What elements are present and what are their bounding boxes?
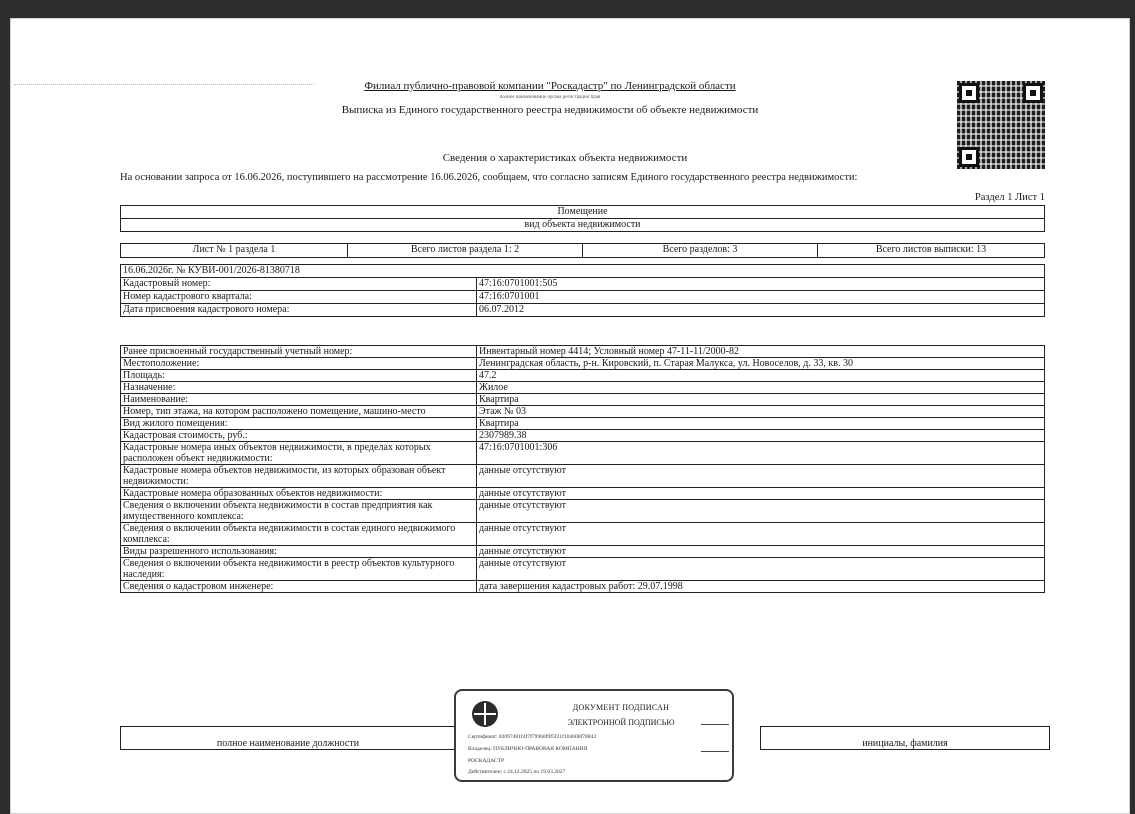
row-label: Сведения о включении объекта недвижимости в состав предприятия как имущественного комплекса: [121,500,477,523]
stamp-owner: Владелец: ПУБЛИЧНО-ПРАВОВАЯ КОМПАНИЯ [468,746,588,752]
table-row [121,394,1045,406]
table-row [121,346,1045,358]
table-row [121,370,1045,382]
sheets-table [120,243,1045,258]
row-value: данные отсутствуют [477,488,1045,500]
object-kind-caption: вид объекта недвижимости [121,219,1045,232]
table-row [121,500,1045,523]
request-basis-text: На основании запроса от 16.06.2026, поступившего на рассмотрение 16.06.2026, сообщаем, что согласно записям Единого государственного реестра недвижимости: [120,172,858,183]
stamp-validity: Действителен: с 24.12.2025 по 19.03.2027 [468,769,566,775]
row-value: 47:16:0701001 [477,291,1045,304]
stamp-divider [701,724,729,725]
table-row [121,523,1045,546]
row-value: 47:16:0701001:306 [477,442,1045,465]
qr-code-icon [957,81,1045,169]
row-label: Кадастровые номера иных объектов недвижимости, в пределах которых расположен объект недвижимости: [121,442,477,465]
table-row [121,406,1045,418]
row-value: данные отсутствуют [477,465,1045,488]
row-label: Кадастровая стоимость, руб.: [121,430,477,442]
table-row [121,558,1045,581]
row-label: Номер кадастрового квартала: [121,291,477,304]
row-value: 47.2 [477,370,1045,382]
stamp-owner-name: РОСКАДАСТР [468,758,505,764]
row-label: Вид жилого помещения: [121,418,477,430]
row-label: Сведения о включении объекта недвижимости в состав единого недвижимого комплекса: [121,523,477,546]
table-row [121,546,1045,558]
name-caption: инициалы, фамилия [761,727,1050,750]
extract-reference: 16.06.2026г. № КУВИ-001/2026-81380718 [121,265,1045,278]
table-row [121,488,1045,500]
stamp-divider [701,751,729,752]
row-value: данные отсутствуют [477,546,1045,558]
table-row [121,304,1045,317]
total-sheets: Всего листов выписки: 13 [818,244,1045,258]
row-value: данные отсутствуют [477,523,1045,546]
row-value: Квартира [477,394,1045,406]
row-label: Наименование: [121,394,477,406]
table-row [121,358,1045,370]
document-title: Выписка из Единого государственного реестра недвижимости об объекте недвижимости [341,104,759,116]
table-row [121,382,1045,394]
roskadastr-logo-icon [472,701,498,727]
section-sheet-label: Раздел 1 Лист 1 [974,192,1045,203]
row-value: дата завершения кадастровых работ: 29.07.1998 [477,581,1045,593]
table-row [121,465,1045,488]
row-value: Жилое [477,382,1045,394]
object-kind: Помещение [121,206,1045,219]
row-label: Местоположение: [121,358,477,370]
sheets-in-section: Всего листов раздела 1: 2 [348,244,583,258]
row-value: Этаж № 03 [477,406,1045,418]
table-row [121,442,1045,465]
row-value: данные отсутствуют [477,558,1045,581]
object-kind-table [120,205,1045,232]
row-label: Кадастровые номера объектов недвижимости, из которых образован объект недвижимости: [121,465,477,488]
row-value: данные отсутствуют [477,500,1045,523]
stamp-certificate: Сертификат: 82097481f4f7f79960f9f5f21f104600f78843 [468,734,597,740]
row-value: 47:16:0701001:505 [477,278,1045,291]
header-dotted-line [14,84,314,91]
table-row [121,430,1045,442]
table-row [121,278,1045,291]
cadastral-table [120,264,1045,317]
stamp-line-2: ЭЛЕКТРОННОЙ ПОДПИСЬЮ [567,718,675,727]
position-caption: полное наименование должности [121,727,456,750]
row-label: Номер, тип этажа, на котором расположено помещение, машино-место [121,406,477,418]
characteristics-table [120,345,1045,593]
row-label: Кадастровые номера образованных объектов недвижимости: [121,488,477,500]
electronic-signature-stamp [454,689,734,782]
row-label: Ранее присвоенный государственный учетный номер: [121,346,477,358]
row-label: Площадь: [121,370,477,382]
table-row [121,581,1045,593]
organization-name: Филиал публично-правовой компании "Роскадастр" по Ленинградской области [364,80,736,92]
table-row [121,291,1045,304]
row-value: 2307989.38 [477,430,1045,442]
row-label: Кадастровый номер: [121,278,477,291]
row-value: Ленинградская область, р-н. Кировский, п. Старая Малукса, ул. Новоселов, д. 33, кв. 30 [477,358,1045,370]
row-value: Инвентарный номер 4414; Условный номер 47-11-11/2000-82 [477,346,1045,358]
row-value: Квартира [477,418,1045,430]
table-row [121,418,1045,430]
row-label: Дата присвоения кадастрового номера: [121,304,477,317]
document-subtitle: Сведения о характеристиках объекта недвижимости [442,152,688,164]
row-label: Сведения о включении объекта недвижимости в реестр объектов культурного наследия: [121,558,477,581]
row-value: 06.07.2012 [477,304,1045,317]
sections-count: Всего разделов: 3 [583,244,818,258]
row-label: Виды разрешенного использования: [121,546,477,558]
organization-caption: полное наименование органа регистрации прав [499,95,601,100]
row-label: Сведения о кадастровом инженере: [121,581,477,593]
row-label: Назначение: [121,382,477,394]
stamp-line-1: ДОКУМЕНТ ПОДПИСАН [572,703,670,712]
sheet-number: Лист № 1 раздела 1 [121,244,348,258]
